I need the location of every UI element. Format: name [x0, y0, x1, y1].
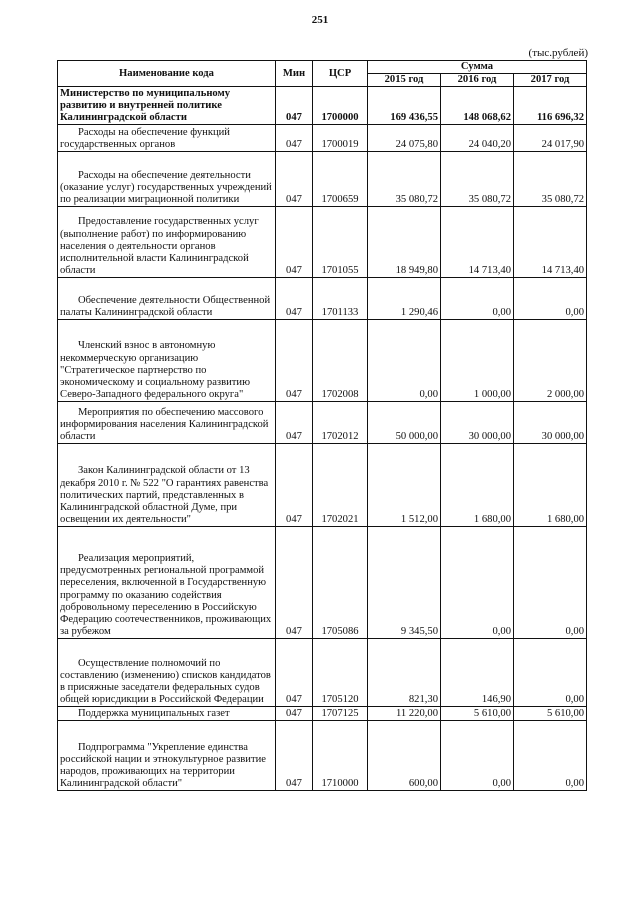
row-csr: 1701055	[313, 207, 368, 278]
row-name: Реализация мероприятий, предусмотренных региональной программой переселения, включенной в Государственную программу по оказанию содействия добровольному переселению в Российскую Федерацию соотечественников, проживающих за рубежом	[58, 527, 276, 639]
header-name: Наименование кода	[58, 61, 276, 87]
header-min: Мин	[276, 61, 313, 87]
row-2016: 146,90	[441, 639, 514, 707]
row-2017: 0,00	[514, 278, 587, 320]
row-min: 047	[276, 527, 313, 639]
row-name: Членский взнос в автономную некоммерческую организацию "Стратегическое партнерство по экономическому и социальному развитию Северо-Западного федерального округа"	[58, 320, 276, 402]
row-csr: 1700659	[313, 152, 368, 207]
row-2016: 14 713,40	[441, 207, 514, 278]
row-2015: 1 512,00	[368, 444, 441, 527]
row-name: Расходы на обеспечение функций государственных органов	[58, 125, 276, 152]
row-2015: 24 075,80	[368, 125, 441, 152]
row-min: 047	[276, 707, 313, 721]
row-name: Мероприятия по обеспечению массового информирования населения Калининградской области	[58, 402, 276, 444]
row-min: 047	[276, 87, 313, 125]
row-2015: 11 220,00	[368, 707, 441, 721]
header-2017: 2017 год	[514, 74, 587, 87]
row-2015: 35 080,72	[368, 152, 441, 207]
table-row	[58, 87, 587, 125]
row-2016: 5 610,00	[441, 707, 514, 721]
table-row	[58, 527, 587, 639]
row-2016: 148 068,62	[441, 87, 514, 125]
row-min: 047	[276, 721, 313, 791]
header-csr: ЦСР	[313, 61, 368, 87]
row-csr: 1701133	[313, 278, 368, 320]
row-2017: 35 080,72	[514, 152, 587, 207]
header-sum: Сумма	[368, 61, 587, 74]
row-2016: 30 000,00	[441, 402, 514, 444]
row-name: Поддержка муниципальных газет	[58, 707, 276, 721]
row-2017: 116 696,32	[514, 87, 587, 125]
row-2015: 0,00	[368, 320, 441, 402]
row-2016: 1 680,00	[441, 444, 514, 527]
table-row	[58, 125, 587, 152]
row-name: Министерство по муниципальному развитию и внутренней политике Калининградской области	[58, 87, 276, 125]
row-min: 047	[276, 278, 313, 320]
row-csr: 1710000	[313, 721, 368, 791]
row-2017: 24 017,90	[514, 125, 587, 152]
row-csr: 1702012	[313, 402, 368, 444]
table-row	[58, 207, 587, 278]
row-2017: 0,00	[514, 527, 587, 639]
table-row	[58, 278, 587, 320]
row-2017: 2 000,00	[514, 320, 587, 402]
header-row-top	[58, 61, 587, 74]
row-name: Закон Калининградской области от 13 декабря 2010 г. № 522 "О гарантиях равенства политических партий, представленных в Калининградской областной Думе, при освещении их деятельности"	[58, 444, 276, 527]
row-2017: 0,00	[514, 721, 587, 791]
row-2015: 18 949,80	[368, 207, 441, 278]
row-2015: 169 436,55	[368, 87, 441, 125]
units-label: (тыс.рублей)	[528, 47, 588, 59]
row-min: 047	[276, 320, 313, 402]
table-row	[58, 402, 587, 444]
table-body	[58, 87, 587, 791]
row-csr: 1705086	[313, 527, 368, 639]
row-2016: 0,00	[441, 278, 514, 320]
row-2016: 24 040,20	[441, 125, 514, 152]
row-csr: 1702008	[313, 320, 368, 402]
table-row	[58, 152, 587, 207]
row-2016: 1 000,00	[441, 320, 514, 402]
row-2015: 1 290,46	[368, 278, 441, 320]
row-name: Предоставление государственных услуг (выполнение работ) по информированию населения о деятельности органов исполнительной власти Калининградской области	[58, 207, 276, 278]
row-csr: 1702021	[313, 444, 368, 527]
row-min: 047	[276, 125, 313, 152]
table-row	[58, 639, 587, 707]
row-2016: 0,00	[441, 527, 514, 639]
row-csr: 1700000	[313, 87, 368, 125]
row-name: Обеспечение деятельности Общественной палаты Калининградской области	[58, 278, 276, 320]
table-row	[58, 320, 587, 402]
row-min: 047	[276, 444, 313, 527]
table-row	[58, 444, 587, 527]
row-2017: 14 713,40	[514, 207, 587, 278]
budget-table	[57, 60, 587, 791]
row-2015: 9 345,50	[368, 527, 441, 639]
row-csr: 1705120	[313, 639, 368, 707]
row-name: Осуществление полномочий по составлению (изменению) списков кандидатов в присяжные заседатели федеральных судов общей юрисдикции в Российской Федерации	[58, 639, 276, 707]
row-min: 047	[276, 152, 313, 207]
row-csr: 1700019	[313, 125, 368, 152]
row-name: Подпрограмма "Укрепление единства российской нации и этнокультурное развитие народов, проживающих на территории Калининградской области"	[58, 721, 276, 791]
row-2016: 0,00	[441, 721, 514, 791]
table-row	[58, 721, 587, 791]
row-csr: 1707125	[313, 707, 368, 721]
header-2016: 2016 год	[441, 74, 514, 87]
row-min: 047	[276, 639, 313, 707]
page-number: 251	[311, 14, 329, 26]
header-2015: 2015 год	[368, 74, 441, 87]
row-2017: 5 610,00	[514, 707, 587, 721]
row-2017: 0,00	[514, 639, 587, 707]
row-min: 047	[276, 207, 313, 278]
row-name: Расходы на обеспечение деятельности (оказание услуг) государственных учреждений по реализации миграционной политики	[58, 152, 276, 207]
row-2015: 821,30	[368, 639, 441, 707]
row-min: 047	[276, 402, 313, 444]
row-2017: 1 680,00	[514, 444, 587, 527]
table-row	[58, 707, 587, 721]
row-2016: 35 080,72	[441, 152, 514, 207]
row-2015: 600,00	[368, 721, 441, 791]
row-2017: 30 000,00	[514, 402, 587, 444]
row-2015: 50 000,00	[368, 402, 441, 444]
